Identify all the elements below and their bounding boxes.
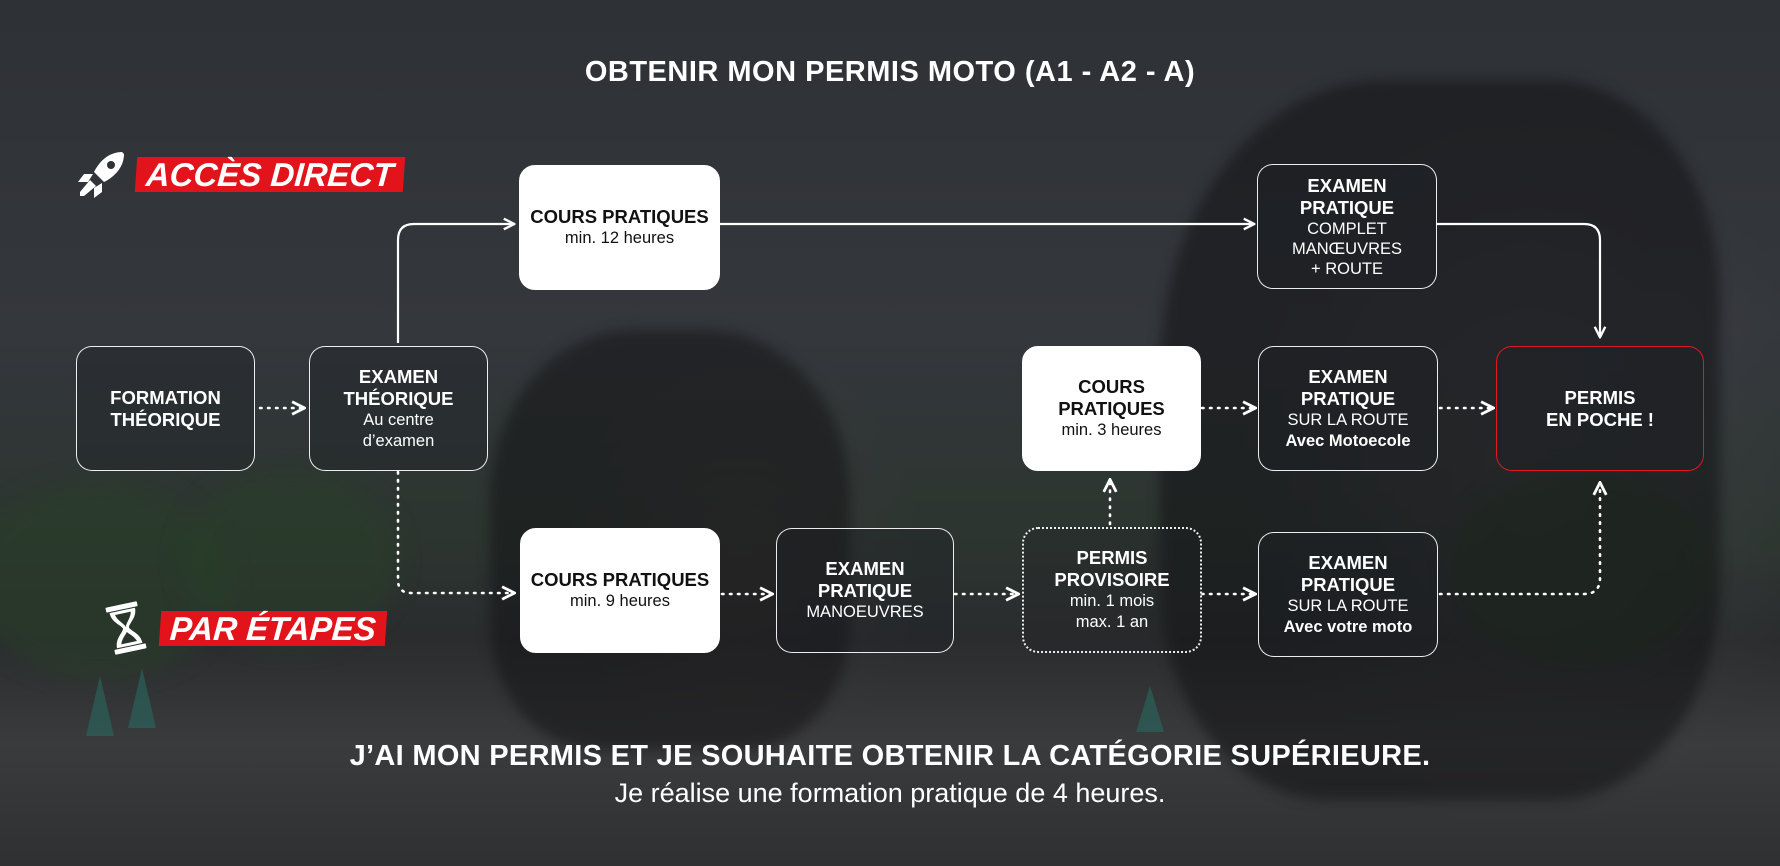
box-title: THÉORIQUE xyxy=(110,408,221,430)
box-title: THÉORIQUE xyxy=(343,387,454,409)
footer-subline: Je réalise une formation pratique de 4 heures. xyxy=(614,778,1166,808)
par-etapes-label: PAR ÉTAPES xyxy=(159,611,387,646)
box-detail: Au centre xyxy=(363,410,434,429)
box-title: EXAMEN xyxy=(1308,551,1388,573)
box-detail: + ROUTE xyxy=(1311,259,1383,278)
box-detail: Avec votre moto xyxy=(1283,617,1413,636)
examen-route-votre-moto-box xyxy=(1258,532,1438,657)
box-title: COURS PRATIQUES xyxy=(530,569,710,590)
hourglass-icon xyxy=(98,600,154,656)
acces-direct-badge xyxy=(74,146,404,202)
box-detail: min. 12 heures xyxy=(564,229,675,247)
box-detail: min. 1 mois xyxy=(1069,592,1155,610)
box-title: PERMIS xyxy=(1076,547,1148,568)
box-title: PRATIQUE xyxy=(1300,573,1396,595)
box-title: PERMIS xyxy=(1564,386,1636,408)
permis-en-poche-box xyxy=(1496,346,1704,471)
box-detail: Avec Motoecole xyxy=(1285,431,1411,450)
box-title: PRATIQUE xyxy=(1300,387,1396,409)
page-title: OBTENIR MON PERMIS MOTO (A1 - A2 - A) xyxy=(584,56,1196,88)
rocket-icon xyxy=(74,146,130,202)
box-title: EXAMEN xyxy=(825,558,905,579)
examen-route-motoecole-box xyxy=(1258,346,1438,471)
cours-pratiques-3h-box xyxy=(1022,346,1201,471)
box-detail: SUR LA ROUTE xyxy=(1287,596,1409,615)
cours-pratiques-12h-box xyxy=(519,165,720,290)
par-etapes-badge xyxy=(98,600,386,656)
box-title: FORMATION xyxy=(110,386,221,408)
box-title: COURS PRATIQUES xyxy=(530,206,709,227)
box-title: PRATIQUE xyxy=(1299,196,1395,218)
box-title: PRATIQUES xyxy=(1058,398,1165,419)
box-title: EXAMEN xyxy=(1308,365,1388,387)
permis-provisoire-box xyxy=(1022,527,1202,653)
box-title: EXAMEN xyxy=(358,365,439,387)
cours-pratiques-9h-box xyxy=(520,528,720,653)
footer-headline: J’AI MON PERMIS ET JE SOUHAITE OBTENIR LA CATÉGORIE SUPÉRIEURE. xyxy=(349,740,1431,772)
box-title: PRATIQUE xyxy=(817,580,913,601)
examen-manoeuvres-box xyxy=(776,528,954,653)
box-detail: MANOEUVRES xyxy=(806,603,924,621)
box-detail: COMPLET xyxy=(1307,219,1387,238)
box-detail: max. 1 an xyxy=(1075,613,1149,631)
examen-theorique-box xyxy=(309,346,488,471)
acces-direct-label: ACCÈS DIRECT xyxy=(135,157,405,192)
box-detail: min. 9 heures xyxy=(570,592,670,610)
box-detail: SUR LA ROUTE xyxy=(1287,410,1409,429)
examen-pratique-complet-box xyxy=(1257,164,1437,289)
box-title: PROVISOIRE xyxy=(1054,569,1170,590)
box-detail: d’examen xyxy=(362,431,435,450)
box-detail: MANŒUVRES xyxy=(1291,239,1402,258)
box-title: EXAMEN xyxy=(1307,174,1387,196)
box-detail: min. 3 heures xyxy=(1061,421,1162,439)
formation-theorique-box xyxy=(76,346,255,471)
box-title: EN POCHE ! xyxy=(1546,408,1654,430)
box-title: COURS xyxy=(1078,376,1145,397)
